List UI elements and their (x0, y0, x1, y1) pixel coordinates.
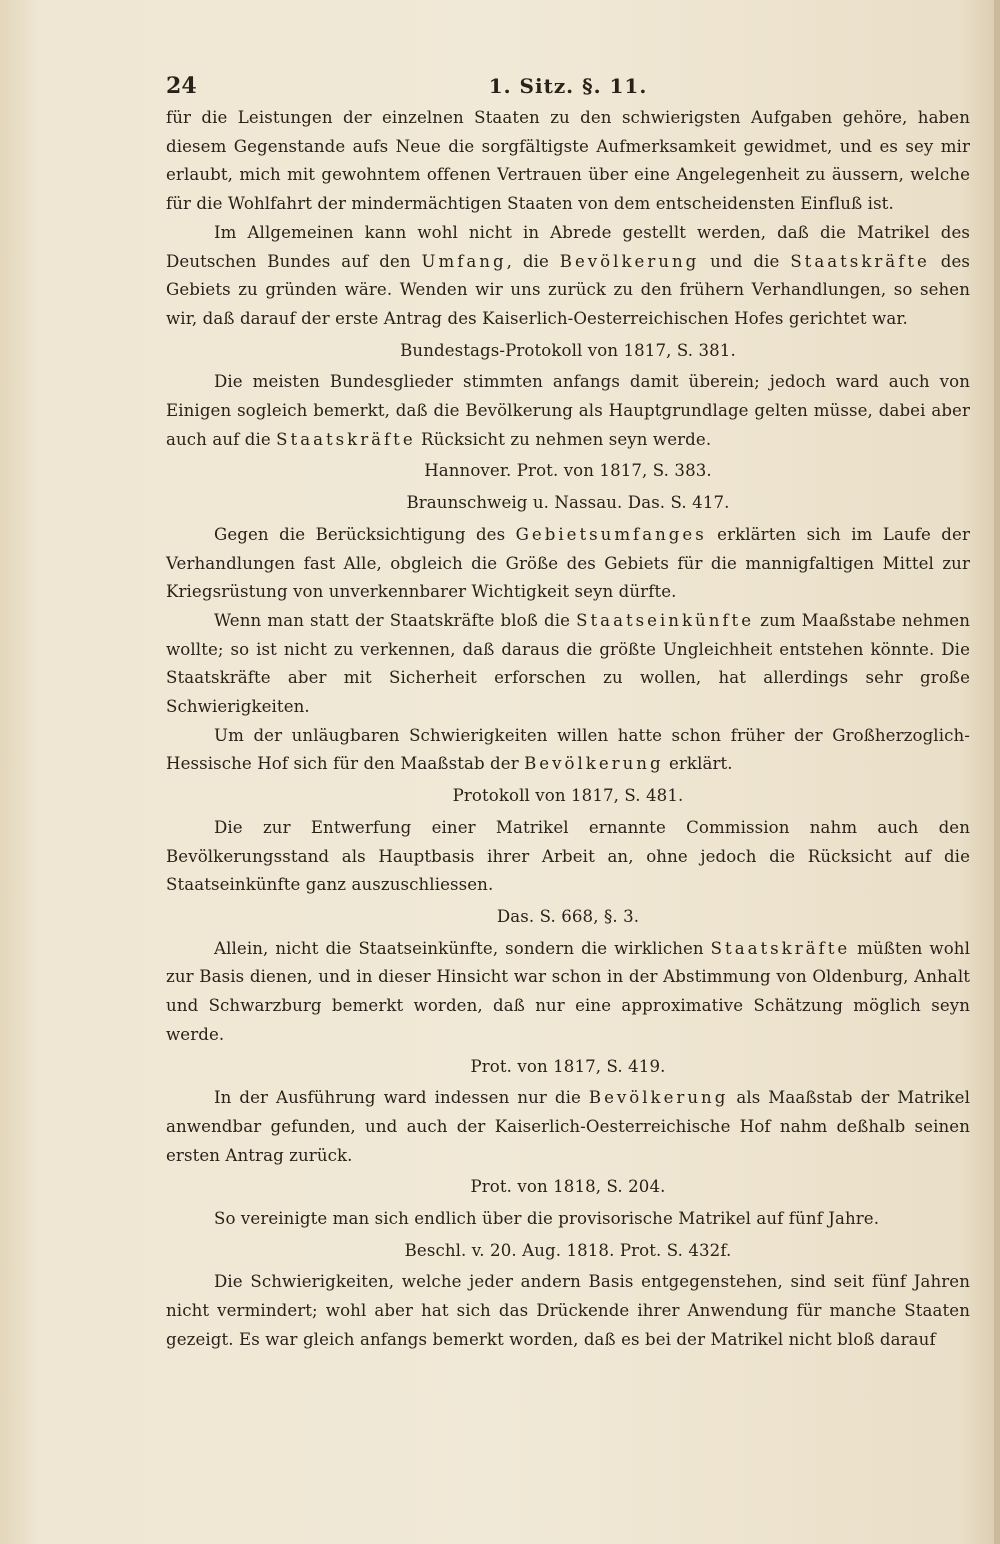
paragraph (166, 521, 970, 607)
paragraph (166, 104, 970, 219)
text-run: Wenn man statt der Staatskräfte bloß die (214, 610, 577, 630)
page-edge (994, 0, 1000, 1544)
citation (166, 1173, 970, 1202)
paragraph (166, 1205, 970, 1234)
text-run: Die meisten Bundesglieder stimmten anfangs damit überein; jedoch ward auch von Einigen sogleich bemerkt, daß die Bevölkerung als Hauptgrundlage gelten müsse, dabei aber auch auf die (166, 372, 970, 449)
emphasized-text: Staatseinkünfte (576, 610, 755, 630)
paragraph (166, 607, 970, 722)
paragraph (166, 722, 970, 779)
text-run: Im Allgemeinen kann wohl nicht in Abrede gestellt werden, daß die Matrikel des Deutschen Bundes auf den (166, 222, 970, 271)
citation (166, 1237, 970, 1266)
running-title: 1. Sitz. §. 11. (488, 74, 648, 98)
text-run: Allein, nicht die Staatseinkünfte, sondern die wirklichen (214, 938, 711, 958)
text-run: Um der unläugbaren Schwierigkeiten willen hatte schon früher der Großherzoglich-Hessische Hof sich für den Maaßstab der (166, 725, 970, 774)
citation (166, 903, 970, 932)
page-text (166, 70, 970, 1355)
paragraph (166, 935, 970, 1050)
paragraph (166, 1084, 970, 1170)
text-run: Bundestags-Protokoll von 1817, S. 381. (400, 340, 736, 360)
paragraph (166, 814, 970, 900)
text-run: Gegen die Berücksichtigung des (214, 524, 516, 544)
text-run: Protokoll von 1817, S. 481. (452, 786, 684, 806)
emphasized-text: Staatskräfte (710, 938, 851, 958)
citation (166, 489, 970, 518)
emphasized-text: Staatskräfte (276, 429, 416, 449)
citation (166, 782, 970, 811)
paragraph (166, 368, 970, 454)
text-run: Hannover. Prot. von 1817, S. 383. (424, 461, 712, 481)
citation (166, 1053, 970, 1082)
emphasized-text: Staatskräfte (790, 251, 930, 271)
text-run: Prot. von 1818, S. 204. (470, 1177, 666, 1197)
emphasized-text: Bevölkerung (588, 1088, 729, 1108)
text-run: müßten wohl zur Basis dienen, und in dieser Hinsicht war schon in der Abstimmung von Oldenburg, Anhalt und Schwarzburg bemerkt worden, daß nur eine approximative Schätzung möglich seyn werde. (166, 938, 970, 1044)
text-run: In der Ausführung ward indessen nur die (214, 1088, 589, 1108)
text-run: des Gebiets zu gründen wäre. Wenden wir uns zurück zu den frühern Verhandlungen, so sehen wir, daß darauf der erste Antrag des Kaiserlich-Oesterreichischen Hofes gerichtet war. (166, 251, 970, 328)
text-run: Rücksicht zu nehmen seyn werde. (415, 429, 712, 449)
paragraph (166, 1268, 970, 1354)
text-run: als Maaßstab der Matrikel anwendbar gefunden, und auch der Kaiserlich-Oesterreichische Hof nahm deßhalb seinen ersten Antrag zurück. (166, 1088, 970, 1165)
text-run: Beschl. v. 20. Aug. 1818. Prot. S. 432f. (404, 1240, 732, 1260)
citation (166, 337, 970, 366)
text-run: , die (506, 251, 560, 271)
text-run: erklärt. (663, 754, 733, 774)
citation (166, 457, 970, 486)
text-run: Die Schwierigkeiten, welche jeder andern Basis entgegenstehen, sind seit fünf Jahren nicht vermindert; wohl aber hat sich das Drückende ihrer Anwendung für manche Staaten gezeigt. Es war gleich anfangs bemerkt worden, daß es bei der Matrikel nicht bloß darauf (166, 1272, 970, 1349)
text-run: erklärten sich im Laufe der Verhandlungen fast Alle, obgleich die Größe des Gebiets für die mannigfaltigen Mittel zur Kriegsrüstung von unverkennbarer Wichtigkeit seyn dürfte. (166, 524, 970, 602)
emphasized-text: Gebietsumfanges (515, 524, 707, 544)
text-run: für die Leistungen der einzelnen Staaten zu den schwierigsten Aufgaben gehöre, haben diesem Gegenstande aufs Neue die sorgfältigste Aufmerksamkeit gewidmet, und es sey mir erlaubt, mich mit gewohntem offenen Vertrauen über eine Angelegenheit zu äussern, welche für die Wohlfahrt der mindermächtigen Staaten von dem entscheidensten Einfluß ist. (166, 108, 970, 214)
text-run: Das. S. 668, §. 3. (496, 906, 640, 926)
text-run: Prot. von 1817, S. 419. (470, 1056, 666, 1076)
text-run: zum Maaßstabe nehmen wollte; so ist nicht zu verkennen, daß daraus die größte Ungleichheit entstehen könnte. Die Staatskräfte aber mit Sicherheit erforschen zu wollen, hat allerdings sehr große Schwierigkeiten. (166, 610, 971, 717)
emphasized-text: Umfang (421, 251, 507, 271)
paragraph (166, 219, 970, 334)
text-run: Braunschweig u. Nassau. Das. S. 417. (406, 493, 730, 513)
text-run: und die (699, 251, 791, 271)
emphasized-text: Bevölkerung (524, 754, 664, 774)
body-text (166, 104, 970, 1355)
emphasized-text: Bevölkerung (559, 251, 700, 271)
text-run: Die zur Entwerfung einer Matrikel ernannte Commission nahm auch den Bevölkerungsstand als Hauptbasis ihrer Arbeit an, ohne jedoch die Rücksicht auf die Staatseinkünfte ganz auszuschliessen. (166, 817, 970, 895)
page-header (166, 70, 970, 104)
page-number: 24 (166, 73, 197, 99)
text-run: So vereinigte man sich endlich über die provisorische Matrikel auf fünf Jahre. (214, 1209, 880, 1229)
